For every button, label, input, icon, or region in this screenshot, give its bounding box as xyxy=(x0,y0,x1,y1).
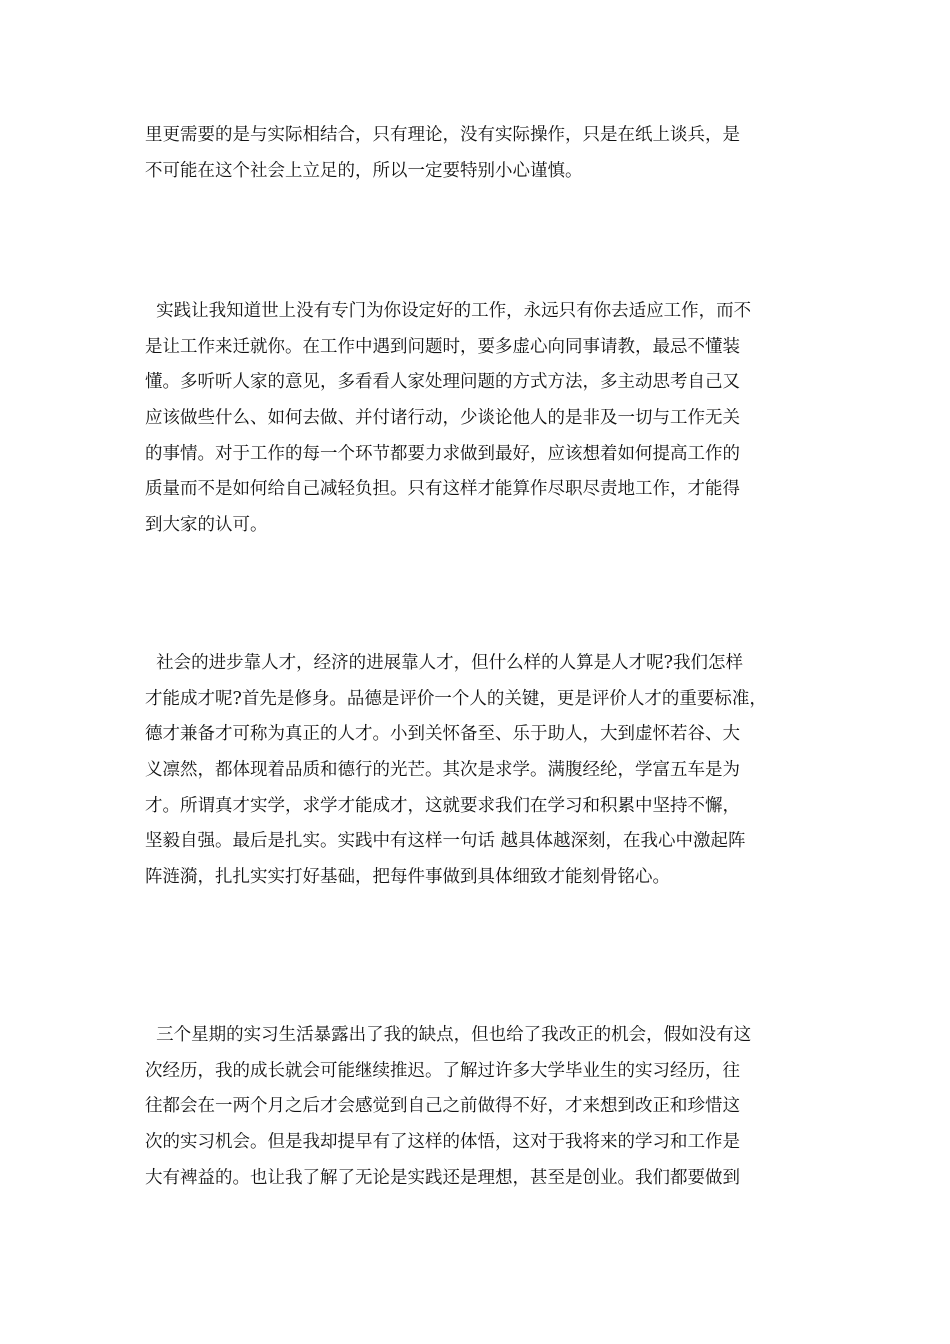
text-line: 的事情。对于工作的每一个环节都要力求做到最好，应该想着如何提高工作的 xyxy=(145,443,740,464)
text-line: 三个星期的实习生活暴露出了我的缺点，但也给了我改正的机会，假如没有这 xyxy=(145,1025,752,1045)
text-line: 质量而不是如何给自己减轻负担。只有这样才能算作尽职尽责地工作，才能得 xyxy=(145,479,740,500)
text-line: 是让工作来迁就你。在工作中遇到问题时，要多虚心向同事请教，最忌不懂装 xyxy=(145,336,740,357)
text-line: 大有裨益的。也让我了解了无论是实践还是理想，甚至是创业。我们都要做到 xyxy=(145,1167,740,1188)
text-line: 往都会在一两个月之后才会感觉到自己之前做得不好，才来想到改正和珍惜这 xyxy=(145,1096,740,1117)
paragraph-3 xyxy=(145,646,825,896)
text-line: 社会的进步靠人才，经济的进展靠人才，但什么样的人算是人才呢?我们怎样 xyxy=(145,653,744,673)
text-line: 到大家的认可。 xyxy=(145,515,268,536)
text-line: 次经历，我的成长就会可能继续推迟。了解过许多大学毕业生的实习经历，往 xyxy=(145,1060,740,1081)
text-line: 实践让我知道世上没有专门为你设定好的工作，永远只有你去适应工作，而不 xyxy=(145,301,752,321)
paragraph-4 xyxy=(145,1018,825,1196)
text-line: 德才兼备才可称为真正的人才。小到关怀备至、乐于助人，大到虚怀若谷、大 xyxy=(145,724,740,745)
text-line: 才。所谓真才实学，求学才能成才，这就要求我们在学习和积累中坚持不懈， xyxy=(145,795,740,816)
paragraph-2 xyxy=(145,294,825,544)
paragraph-1 xyxy=(145,118,825,189)
text-line: 次的实习机会。但是我却提早有了这样的体悟，这对于我将来的学习和工作是 xyxy=(145,1132,740,1153)
text-line: 懂。多听听人家的意见，多看看人家处理问题的方式方法，多主动思考自己又 xyxy=(145,372,740,393)
text-line: 不可能在这个社会上立足的，所以一定要特别小心谨慎。 xyxy=(145,160,583,181)
text-line: 阵涟漪，扎扎实实打好基础，把每件事做到具体细致才能刻骨铭心。 xyxy=(145,867,670,888)
text-line: 坚毅自强。最后是扎实。实践中有这样一句话 越具体越深刻，在我心中激起阵 xyxy=(145,831,746,852)
text-line: 才能成才呢?首先是修身。品德是评价一个人的关键，更是评价人才的重要标准， xyxy=(145,688,767,709)
text-line: 应该做些什么、如何去做、并付诸行动，少谈论他人的是非及一切与工作无关 xyxy=(145,408,740,429)
text-line: 义凛然，都体现着品质和德行的光芒。其次是求学。满腹经纶，学富五车是为 xyxy=(145,760,740,781)
text-line: 里更需要的是与实际相结合，只有理论，没有实际操作，只是在纸上谈兵，是 xyxy=(145,125,740,145)
